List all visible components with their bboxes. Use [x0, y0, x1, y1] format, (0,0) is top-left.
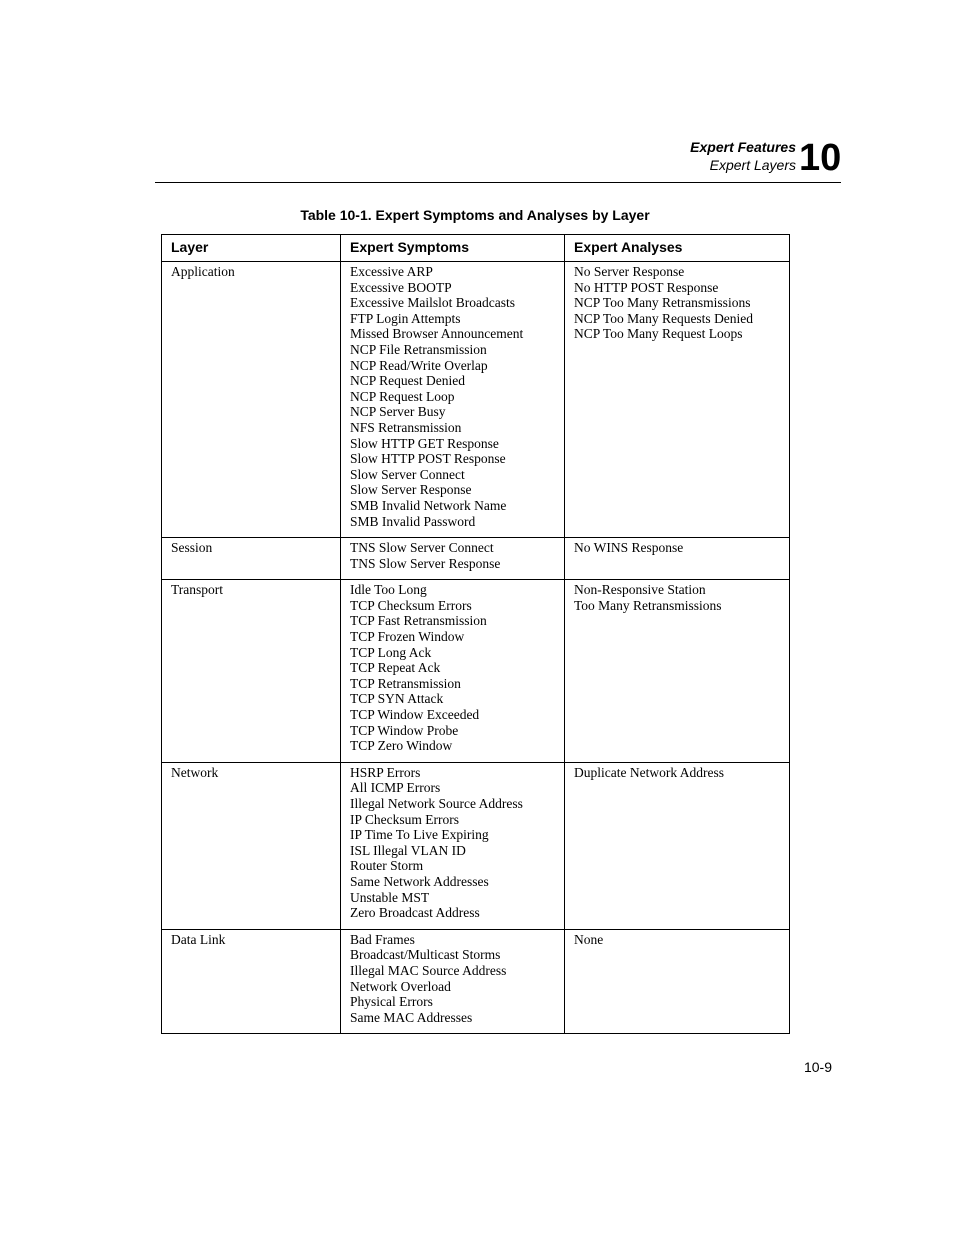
symptom-item: Unstable MST: [350, 889, 430, 905]
symptom-item: TCP Window Exceeded: [350, 707, 480, 723]
symptom-item: SMB Invalid Password: [350, 513, 476, 529]
subsection-title: Expert Layers: [709, 157, 796, 173]
running-header: [496, 138, 796, 174]
symptom-item: Slow Server Response: [350, 482, 472, 498]
table-row: [162, 580, 790, 763]
symptoms-list: [350, 932, 555, 1026]
symptom-item: NCP Request Loop: [350, 388, 455, 404]
symptom-item: TCP SYN Attack: [350, 691, 444, 707]
symptom-item: TCP Repeat Ack: [350, 660, 441, 676]
analyses-cell: [565, 538, 790, 580]
table-row: [162, 538, 790, 580]
symptom-item: Excessive ARP: [350, 264, 433, 279]
symptoms-list: [350, 582, 555, 754]
analyses-list: [574, 932, 780, 948]
symptom-item: NCP Server Busy: [350, 404, 446, 420]
symptoms-list: [350, 540, 555, 571]
analysis-item: NCP Too Many Request Loops: [574, 326, 743, 342]
symptom-item: Zero Broadcast Address: [350, 905, 480, 921]
analysis-item: None: [574, 931, 604, 947]
symptoms-cell: [341, 262, 565, 538]
symptoms-cell: [341, 929, 565, 1034]
symptom-item: Excessive Mailslot Broadcasts: [350, 295, 515, 311]
analyses-cell: [565, 580, 790, 763]
symptom-item: Missed Browser Announcement: [350, 326, 524, 342]
analysis-item: Duplicate Network Address: [574, 764, 724, 780]
symptom-item: Idle Too Long: [350, 582, 427, 598]
analysis-item: No HTTP POST Response: [574, 279, 719, 295]
analysis-item: NCP Too Many Retransmissions: [574, 295, 751, 311]
analyses-list: [574, 582, 780, 613]
symptom-item: All ICMP Errors: [350, 780, 441, 796]
table-row: [162, 762, 790, 929]
symptom-item: TNS Slow Server Connect: [350, 540, 494, 556]
symptom-item: Network Overload: [350, 978, 451, 994]
symptom-item: Physical Errors: [350, 994, 433, 1010]
symptom-item: NCP Read/Write Overlap: [350, 357, 488, 373]
table-caption: Table 10-1. Expert Symptoms and Analyses by Layer: [300, 207, 650, 223]
layer-cell: Transport: [162, 580, 341, 763]
symptom-item: Broadcast/Multicast Storms: [350, 947, 501, 963]
symptom-item: NCP Request Denied: [350, 373, 465, 389]
analyses-cell: [565, 762, 790, 929]
table-header-row: [162, 235, 790, 262]
column-header-layer: Layer: [162, 235, 341, 262]
symptom-item: TCP Long Ack: [350, 644, 432, 660]
symptoms-cell: [341, 538, 565, 580]
symptom-item: NCP File Retransmission: [350, 341, 487, 357]
symptom-item: IP Checksum Errors: [350, 811, 459, 827]
page-number: 10-9: [803, 1059, 832, 1075]
symptom-item: HSRP Errors: [350, 764, 421, 780]
symptom-item: NFS Retransmission: [350, 419, 462, 435]
symptom-item: Illegal Network Source Address: [350, 796, 523, 811]
symptom-item: Same Network Addresses: [350, 873, 489, 889]
symptom-item: Slow HTTP POST Response: [350, 451, 506, 467]
symptoms-list: [350, 264, 555, 529]
table-body: [162, 262, 790, 1034]
analysis-item: Too Many Retransmissions: [574, 597, 722, 613]
symptoms-cell: [341, 762, 565, 929]
layer-cell: Application: [162, 262, 341, 538]
symptom-item: SMB Invalid Network Name: [350, 497, 507, 513]
symptom-item: Illegal MAC Source Address: [350, 962, 507, 978]
layer-cell: Data Link: [162, 929, 341, 1034]
symptom-item: Same MAC Addresses: [350, 1009, 473, 1025]
analyses-cell: [565, 262, 790, 538]
analyses-list: [574, 264, 780, 342]
symptom-item: FTP Login Attempts: [350, 310, 461, 326]
analyses-cell: [565, 929, 790, 1034]
analysis-item: Non-Responsive Station: [574, 582, 706, 598]
analysis-item: No WINS Response: [574, 540, 684, 556]
analyses-list: [574, 765, 780, 781]
column-header-analyses: Expert Analyses: [565, 235, 790, 262]
layer-cell: Session: [162, 538, 341, 580]
symptom-item: Excessive BOOTP: [350, 279, 452, 295]
symptom-item: Bad Frames: [350, 931, 415, 947]
symptom-item: Router Storm: [350, 858, 424, 874]
column-header-symptoms: Expert Symptoms: [341, 235, 565, 262]
symptom-item: TCP Zero Window: [350, 738, 453, 754]
analysis-item: No Server Response: [574, 264, 685, 279]
section-title: Expert Features: [690, 139, 796, 155]
table-row: [162, 929, 790, 1034]
symptom-item: ISL Illegal VLAN ID: [350, 842, 466, 858]
expert-symptoms-table: [161, 234, 790, 1034]
symptom-item: Slow HTTP GET Response: [350, 435, 499, 451]
layer-cell: Network: [162, 762, 341, 929]
symptom-item: TNS Slow Server Response: [350, 555, 501, 571]
symptom-item: TCP Fast Retransmission: [350, 613, 487, 629]
chapter-number: 10: [799, 137, 842, 179]
symptom-item: TCP Retransmission: [350, 675, 461, 691]
header-divider: [155, 182, 841, 183]
analysis-item: NCP Too Many Requests Denied: [574, 310, 754, 326]
table-row: [162, 262, 790, 538]
symptom-item: TCP Frozen Window: [350, 629, 465, 645]
symptoms-list: [350, 765, 555, 921]
symptom-item: TCP Window Probe: [350, 722, 459, 738]
symptom-item: Slow Server Connect: [350, 466, 465, 482]
symptom-item: TCP Checksum Errors: [350, 597, 472, 613]
symptoms-cell: [341, 580, 565, 763]
symptom-item: IP Time To Live Expiring: [350, 827, 489, 843]
analyses-list: [574, 540, 780, 556]
